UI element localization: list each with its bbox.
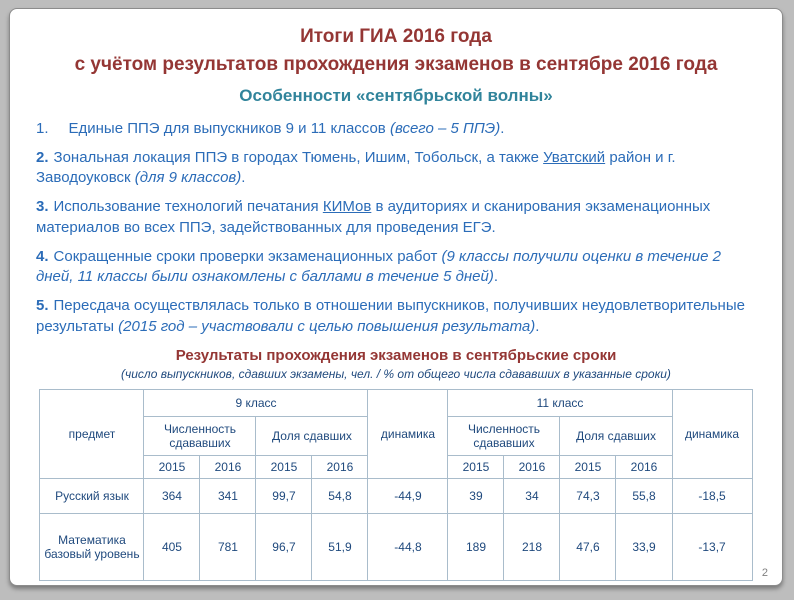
list-item-italic-text: (всего – 5 ППЭ) xyxy=(389,120,501,138)
slide xyxy=(9,8,783,586)
table-cell: 54,8 xyxy=(312,479,368,514)
list-item-underlined-text: Уватский xyxy=(543,148,606,166)
table-cell: 55,8 xyxy=(616,479,672,514)
table-cell: -13,7 xyxy=(672,514,752,581)
list-item-text: . xyxy=(241,169,246,187)
list-item-3 xyxy=(36,197,756,238)
table-cell: 364 xyxy=(144,479,200,514)
list-item-number: 3. xyxy=(36,198,49,216)
list-item-number: 5. xyxy=(36,296,49,314)
table-header-row-groups xyxy=(40,390,752,417)
col-group-grade11: 11 класс xyxy=(448,390,672,417)
year-header: 2016 xyxy=(616,456,672,479)
year-header: 2015 xyxy=(448,456,504,479)
list-item-italic-text: (для 9 классов) xyxy=(134,169,242,187)
table-cell: 405 xyxy=(144,514,200,581)
list-item-text: в аудиториях и сканирования экзаменационных материалов во всех ППЭ, задействованных для проведения ЕГЭ. xyxy=(36,198,711,236)
col-header-share-grade9: Доля сдавших xyxy=(256,417,368,456)
list-item-text: Пересдача осуществлялась только в отношении выпускников, получивших неудовлетворительные результаты xyxy=(36,296,745,335)
table-cell: 51,9 xyxy=(312,514,368,581)
table-cell: -44,9 xyxy=(368,479,448,514)
col-header-count-grade9: Численность сдававших xyxy=(144,417,256,456)
col-header-share-grade11: Доля сдавших xyxy=(560,417,672,456)
table-cell: -44,8 xyxy=(368,514,448,581)
list-item-italic-text: (9 классы получили оценки в течение 2 дней, 11 классы были ознакомлены с баллами в течение 5 дней) xyxy=(36,247,721,286)
subject-cell: Русский язык xyxy=(40,479,144,514)
list-item-text: . xyxy=(500,120,505,138)
table-cell: 33,9 xyxy=(616,514,672,581)
list-item-number: 1. xyxy=(36,120,49,138)
table-cell: 189 xyxy=(448,514,504,581)
table-cell: 96,7 xyxy=(256,514,312,581)
table-subtitle: (число выпускников, сдавших экзамены, чел. / % от общего числа сдававших в указанные сроки) xyxy=(121,367,671,382)
year-header: 2016 xyxy=(312,456,368,479)
list-item-1 xyxy=(36,119,756,140)
list-item-underlined-text: КИМов xyxy=(322,198,372,216)
year-header: 2015 xyxy=(256,456,312,479)
list-item-2 xyxy=(36,148,756,189)
list-item-text: Использование технологий печатания xyxy=(53,198,323,216)
list-item-4 xyxy=(36,247,756,288)
table-cell: 39 xyxy=(448,479,504,514)
page-number: 2 xyxy=(761,567,768,579)
slide-title xyxy=(36,23,756,78)
slide-subtitle: Особенности «сентябрьской волны» xyxy=(239,86,553,106)
table-row xyxy=(40,514,752,581)
subject-cell: Математика базовый уровень xyxy=(40,514,144,581)
list-item-number: 2. xyxy=(36,148,49,166)
results-table xyxy=(39,389,752,581)
col-header-dynamics-grade11: динамика xyxy=(672,390,752,479)
list-item-italic-text: (2015 год – участвовали с целью повышения результата) xyxy=(118,317,536,335)
year-header: 2016 xyxy=(504,456,560,479)
slide-title-line-2: с учётом результатов прохождения экзаменов в сентябре 2016 года xyxy=(74,53,718,75)
list-item-text: район и г. Заводоуковск xyxy=(36,148,676,187)
list-item-text: Единые ППЭ для выпускников 9 и 11 классов xyxy=(68,120,390,138)
table-title: Результаты прохождения экзаменов в сентябрьские сроки xyxy=(175,347,617,365)
table-row xyxy=(40,479,752,514)
list-item-text: . xyxy=(535,317,540,335)
col-group-grade9: 9 класс xyxy=(144,390,368,417)
col-header-subject: предмет xyxy=(40,390,144,479)
list-item-text: Зональная локация ППЭ в городах Тюмень, Ишим, Тобольск, а также xyxy=(53,148,544,166)
table-cell: 99,7 xyxy=(256,479,312,514)
list-item-number: 4. xyxy=(36,247,49,265)
list-item-text: . xyxy=(493,268,498,286)
slide-title-line-1: Итоги ГИА 2016 года xyxy=(300,26,492,47)
table-cell: 74,3 xyxy=(560,479,616,514)
table-cell: 47,6 xyxy=(560,514,616,581)
year-header: 2015 xyxy=(560,456,616,479)
table-cell: 218 xyxy=(504,514,560,581)
year-header: 2016 xyxy=(200,456,256,479)
list-item-5 xyxy=(36,296,756,337)
list-item-text: Сокращенные сроки проверки экзаменационных работ xyxy=(53,247,442,265)
col-header-dynamics-grade9: динамика xyxy=(368,390,448,479)
table-cell: 781 xyxy=(200,514,256,581)
year-header: 2015 xyxy=(144,456,200,479)
col-header-count-grade11: Численность сдававших xyxy=(448,417,560,456)
table-cell: 341 xyxy=(200,479,256,514)
table-cell: -18,5 xyxy=(672,479,752,514)
table-cell: 34 xyxy=(504,479,560,514)
bullet-list xyxy=(36,119,756,343)
